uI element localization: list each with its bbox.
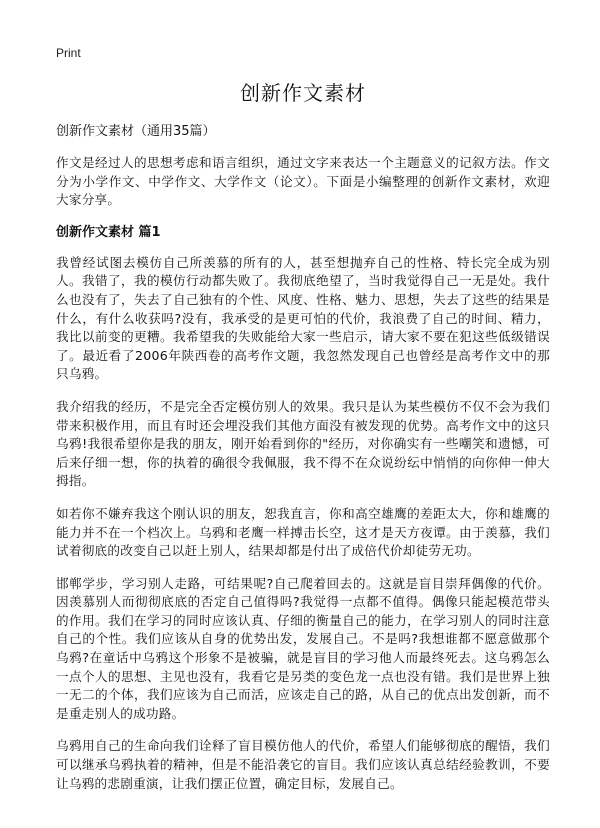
page-title: 创新作文素材 [240,81,366,105]
body-paragraph-3: 如若你不嫌弃我这个刚认识的朋友，恕我直言，你和高空雄鹰的差距太大，你和雄鹰的能力并不在一个档次上。乌鸦和老鹰一样搏击长空，这才是天方夜谭。由于羡慕，我们试着彻底的改变自己以赶上别人，结果却都是付出了成倍代价却徒劳无功。 [56,505,550,559]
body-paragraph-1: 我曾经试图去模仿自己所羡慕的所有的人，甚至想抛弃自己的性格、特长完全成为别人。我错了，我的模仿行动都失败了。我彻底绝望了，当时我觉得自己一无是处。我什么也没有了，失去了自己独有的个性、风度、性格、魅力、思想，失去了这些的结果是什么，有什么收获吗?没有，我承受的是更可怕的代价，我浪费了自己的时间、精力，我比以前变的更糟。我希望我的失败能给大家一些启示，请大家不要在犯这些低级错误了。最近看了2006年陕西卷的高考作文题，我忽然发现自己也曾经是高考作文中的那只乌鸦。 [56,254,550,382]
print-label: Print [56,46,81,60]
document-subtitle: 创新作文素材（通用35篇） [56,124,216,139]
body-paragraph-5: 乌鸦用自己的生命向我们诠释了盲目模仿他人的代价，希望人们能够彻底的醒悟，我们可以继承乌鸦执着的精神，但是不能沿袭它的盲目。我们应该认真总结经验教训，不要让乌鸦的悲剧重演，让我们摆正位置，确定目标，发展自己。 [56,738,550,791]
body-paragraph-4: 邯郸学步，学习别人走路，可结果呢?自己爬着回去的。这就是盲目崇拜偶像的代价。因羡慕别人而彻彻底底的否定自己值得吗?我觉得一点都不值得。偶像只能起模范带头的作用。我们在学习的同时应该认真、仔细的衡量自己的能力，在学习别人的同时注意自己的个性。我们应该从自身的优势出发，发展自己。不是吗?我想谁都不愿意做那个乌鸦?在童话中乌鸦这个形象不是被骗，就是盲目的学习他人而最终死去。这乌鸦怎么一点个人的思想、主见也没有，我看它是另类的变色龙一点也没有错。我们是世界上独一无二的个体，我们应该为自己而活，应该走自己的路，从自己的优点出发创新，而不是重走别人的成功路。 [56,575,550,721]
body-paragraph-2: 我介绍我的经历，不是完全否定模仿别人的效果。我只是认为某些模仿不仅不会为我们带来积极作用，而且有时还会埋没我们其他方面没有被发现的优势。高考作文中的这只乌鸦!我很希望你是我的朋友，刚开始看到你的"经历，对你确实有一些嘲笑和遗憾，可后来仔细一想，你的执着的确很令我佩服，我不得不在众说纷纭中悄悄的向你伸一伸大拇指。 [56,398,550,489]
section-heading: 创新作文素材 篇1 [56,224,161,240]
intro-paragraph: 作文是经过人的思想考虑和语言组织，通过文字来表达一个主题意义的记叙方法。作文分为小学作文、中学作文、大学作文（论文）。下面是小编整理的创新作文素材，欢迎大家分享。 [56,155,550,208]
